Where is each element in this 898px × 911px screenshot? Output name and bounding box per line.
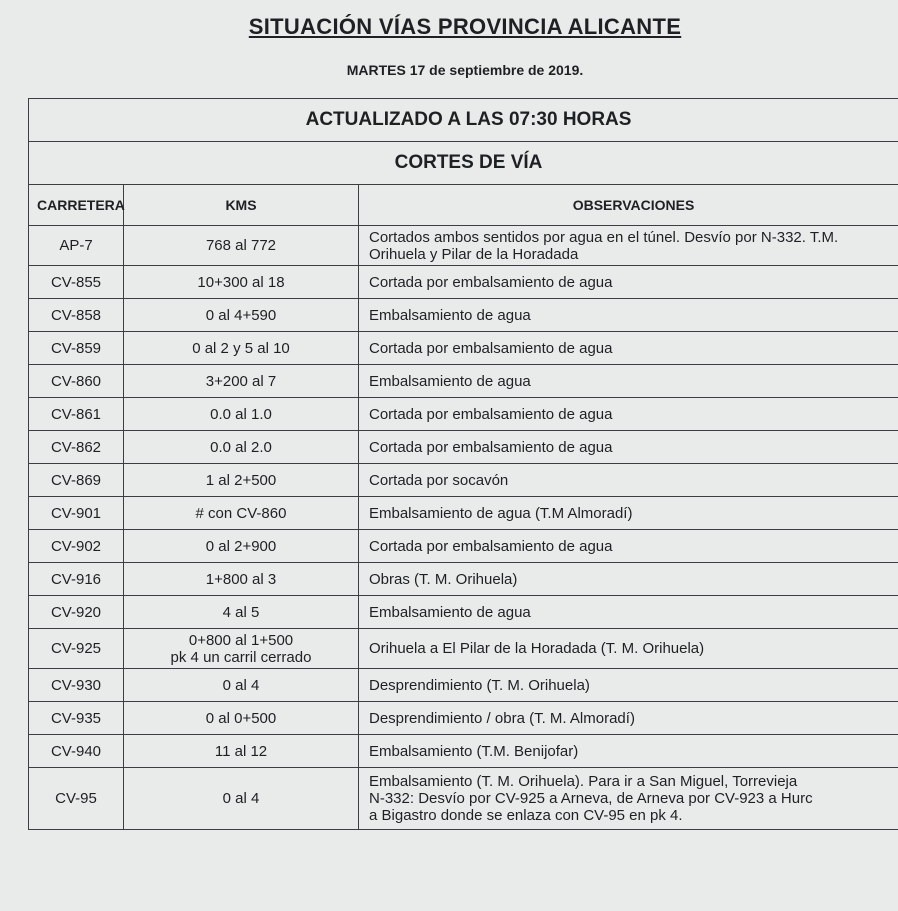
table-row — [29, 669, 898, 702]
section-row — [29, 142, 898, 185]
observations-cell — [359, 226, 898, 266]
table-row — [29, 332, 898, 365]
road-cell: CV-930 — [29, 669, 124, 702]
table-row — [29, 563, 898, 596]
observation-line: Cortada por socavón — [369, 471, 509, 489]
observation-line: N-332: Desvío por CV-925 a Arneva, de Arneva por CV-923 a Hurc — [369, 790, 813, 807]
observations-cell — [359, 530, 898, 563]
road-cell: CV-861 — [29, 398, 124, 431]
kms-cell — [124, 735, 359, 768]
table-row — [29, 226, 898, 266]
observations-cell — [359, 669, 898, 702]
kms-cell — [124, 299, 359, 332]
table-row — [29, 768, 898, 830]
kms-cell — [124, 431, 359, 464]
road-cell: CV-902 — [29, 530, 124, 563]
table-row — [29, 299, 898, 332]
column-header-kms: KMS — [124, 185, 359, 226]
kms-line: 0 al 4+590 — [205, 306, 277, 324]
observations-cell — [359, 735, 898, 768]
kms-line: 1 al 2+500 — [205, 471, 277, 489]
observations-cell — [359, 365, 898, 398]
kms-line: 11 al 12 — [214, 742, 268, 760]
road-cell: CV-858 — [29, 299, 124, 332]
observation-line: Embalsamiento (T. M. Orihuela). Para ir a San Miguel, Torrevieja — [369, 773, 798, 790]
kms-line: 0.0 al 2.0 — [210, 438, 272, 456]
report-date: MARTES 17 de septiembre de 2019. — [346, 62, 584, 78]
update-time: ACTUALIZADO A LAS 07:30 HORAS — [29, 99, 898, 142]
observation-line: Cortada por embalsamiento de agua — [369, 537, 613, 555]
observations-cell — [359, 596, 898, 629]
kms-cell — [124, 398, 359, 431]
kms-line: pk 4 un carril cerrado — [170, 648, 312, 666]
observation-line: Cortada por embalsamiento de agua — [369, 273, 613, 291]
kms-line: 3+200 al 7 — [205, 372, 277, 390]
observation-line: Embalsamiento de agua (T.M Almoradí) — [369, 504, 633, 522]
observations-cell — [359, 398, 898, 431]
kms-line: 4 al 5 — [222, 603, 260, 621]
observations-cell — [359, 702, 898, 735]
kms-cell — [124, 596, 359, 629]
kms-line: 0 al 4 — [222, 676, 260, 694]
observation-line: Cortada por embalsamiento de agua — [369, 405, 613, 423]
update-banner-row — [29, 99, 898, 142]
observation-line: Cortada por embalsamiento de agua — [369, 438, 613, 456]
column-header-observations: OBSERVACIONES — [359, 185, 898, 226]
observations-cell — [359, 563, 898, 596]
kms-line: 1+800 al 3 — [205, 570, 277, 588]
kms-cell — [124, 530, 359, 563]
road-cell: CV-859 — [29, 332, 124, 365]
observations-cell — [359, 464, 898, 497]
observation-line: Cortada por embalsamiento de agua — [369, 339, 613, 357]
kms-line: 0 al 0+500 — [205, 709, 277, 727]
observation-line: Orihuela y Pilar de la Horadada — [369, 245, 579, 263]
kms-cell — [124, 702, 359, 735]
kms-cell — [124, 365, 359, 398]
kms-cell — [124, 332, 359, 365]
kms-line: 0 al 2 y 5 al 10 — [192, 339, 290, 357]
kms-cell — [124, 497, 359, 530]
table-row — [29, 464, 898, 497]
observations-cell — [359, 768, 898, 830]
table-row — [29, 735, 898, 768]
section-title: CORTES DE VÍA — [29, 142, 898, 185]
kms-line: 768 al 772 — [205, 237, 277, 254]
kms-line: 0 al 2+900 — [205, 537, 277, 555]
observation-line: Embalsamiento (T.M. Benijofar) — [369, 742, 579, 760]
observation-line: Desprendimiento / obra (T. M. Almoradí) — [369, 709, 635, 727]
header-row — [29, 185, 898, 226]
road-cell: CV-95 — [29, 768, 124, 830]
road-cell: CV-862 — [29, 431, 124, 464]
table-row — [29, 497, 898, 530]
kms-line: 0 al 4 — [222, 790, 260, 807]
table-row — [29, 530, 898, 563]
kms-line: 0.0 al 1.0 — [210, 405, 272, 423]
road-cell: CV-920 — [29, 596, 124, 629]
observation-line: Orihuela a El Pilar de la Horadada (T. M. Orihuela) — [369, 640, 705, 657]
observations-cell — [359, 332, 898, 365]
road-cell: CV-916 — [29, 563, 124, 596]
table-row — [29, 629, 898, 669]
road-cell: CV-860 — [29, 365, 124, 398]
observation-line: a Bigastro donde se enlaza con CV-95 en pk 4. — [369, 807, 683, 824]
observation-line: Cortados ambos sentidos por agua en el túnel. Desvío por N-332. T.M. — [369, 228, 839, 246]
column-header-road: CARRETERA — [29, 185, 124, 226]
observation-line: Embalsamiento de agua — [369, 603, 531, 621]
kms-cell — [124, 563, 359, 596]
table-row — [29, 266, 898, 299]
observation-line: Embalsamiento de agua — [369, 306, 531, 324]
observations-cell — [359, 266, 898, 299]
table-row — [29, 431, 898, 464]
table-row — [29, 596, 898, 629]
observations-cell — [359, 497, 898, 530]
kms-cell — [124, 464, 359, 497]
observation-line: Embalsamiento de agua — [369, 372, 531, 390]
road-cell: AP-7 — [29, 226, 124, 266]
kms-cell — [124, 226, 359, 266]
kms-line: # con CV-860 — [195, 504, 287, 522]
kms-line: 0+800 al 1+500 — [188, 631, 294, 649]
kms-cell — [124, 768, 359, 830]
road-cell: CV-940 — [29, 735, 124, 768]
observations-cell — [359, 299, 898, 332]
road-cell: CV-855 — [29, 266, 124, 299]
kms-cell — [124, 266, 359, 299]
kms-cell — [124, 669, 359, 702]
observations-cell — [359, 431, 898, 464]
road-cell: CV-901 — [29, 497, 124, 530]
observations-cell — [359, 629, 898, 669]
road-cell: CV-935 — [29, 702, 124, 735]
road-cell: CV-925 — [29, 629, 124, 669]
kms-cell — [124, 629, 359, 669]
observation-line: Desprendimiento (T. M. Orihuela) — [369, 676, 590, 694]
page-title: SITUACIÓN VÍAS PROVINCIA ALICANTE — [248, 14, 682, 39]
road-closures-table — [28, 98, 898, 830]
observation-line: Obras (T. M. Orihuela) — [369, 570, 518, 588]
table-row — [29, 365, 898, 398]
table-row — [29, 398, 898, 431]
kms-line: 10+300 al 18 — [197, 273, 285, 291]
road-cell: CV-869 — [29, 464, 124, 497]
table-row — [29, 702, 898, 735]
